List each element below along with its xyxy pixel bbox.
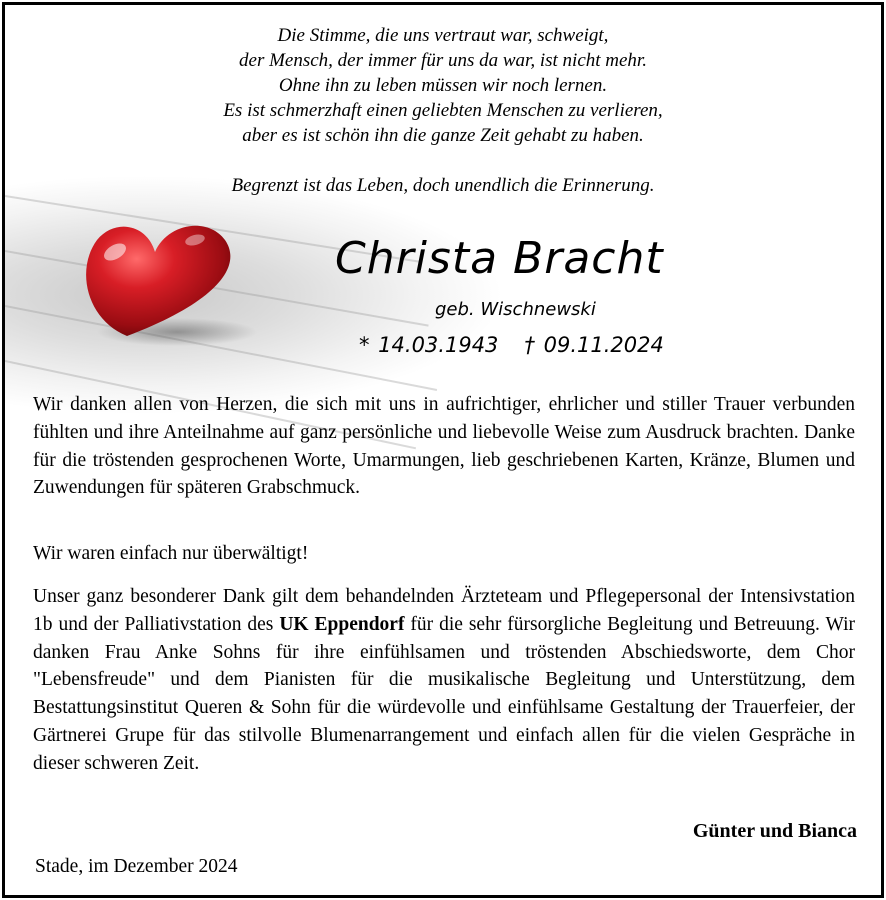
poem-line: der Mensch, der immer für uns da war, ist nicht mehr.	[239, 50, 647, 71]
special-thanks-text-2: für die sehr fürsorgliche Begleitung und Betreuung. Wir danken Frau Anke Sohns für ihre einfühlsamen und tröstenden Abschiedsworte, dem Chor "Lebensfreude" und dem Pianisten für die musikalische Begleitung und Unterstützung, dem Bestattungsinstitut Queren & Sohn für die würdevolle und einfühlsame Gestaltung der Trauerfeier, der Gärtnerei Grupe für das stilvolle Blumenarrangement und einfach allen für die vielen Gespräche in dieser schweren Zeit.	[33, 613, 855, 774]
poem-line: Die Stimme, die uns vertraut war, schweigt,	[277, 25, 609, 46]
place-date: Stade, im Dezember 2024	[35, 856, 238, 877]
maiden-name: geb. Wischnewski	[435, 299, 596, 320]
poem-line: Ohne ihn zu leben müssen wir noch lernen.	[278, 75, 608, 96]
motto: Begrenzt ist das Leben, doch unendlich die Erinnerung.	[231, 175, 655, 196]
death-date: † 09.11.2024	[524, 333, 664, 357]
special-thanks-text-1: Unser ganz besonderer Dank gilt dem behandelnden Ärzteteam und Pflegepersonal der Intensivstation 1b und der Palliativstation des	[33, 586, 855, 635]
poem	[5, 23, 881, 148]
thanks-paragraph: Wir danken allen von Herzen, die sich mit uns in aufrichtiger, ehrlicher und stiller Trauer verbunden fühlten und ihre Anteilnahme auf ganz persönliche und liebevolle Weise zum Ausdruck brachten. Danke für die tröstenden gesprochenen Worte, Umarmungen, lieb geschriebenen Karten, Kränze, Blumen und Zuwendungen für späteren Grabschmuck.	[33, 394, 855, 499]
obituary-frame	[2, 2, 884, 898]
poem-line: Es ist schmerzhaft einen geliebten Menschen zu verlieren,	[223, 100, 663, 121]
signature: Günter und Bianca	[692, 820, 857, 842]
birth-date: * 14.03.1943	[359, 333, 499, 357]
special-thanks-paragraph	[33, 583, 855, 778]
life-dates	[359, 333, 690, 357]
hospital-name: UK Eppendorf	[279, 613, 405, 635]
deceased-name: Christa Bracht	[335, 233, 664, 284]
red-heart-icon	[67, 210, 257, 350]
overwhelmed-paragraph: Wir waren einfach nur überwältigt!	[33, 543, 309, 564]
poem-line: aber es ist schön ihn die ganze Zeit gehabt zu haben.	[242, 125, 644, 146]
